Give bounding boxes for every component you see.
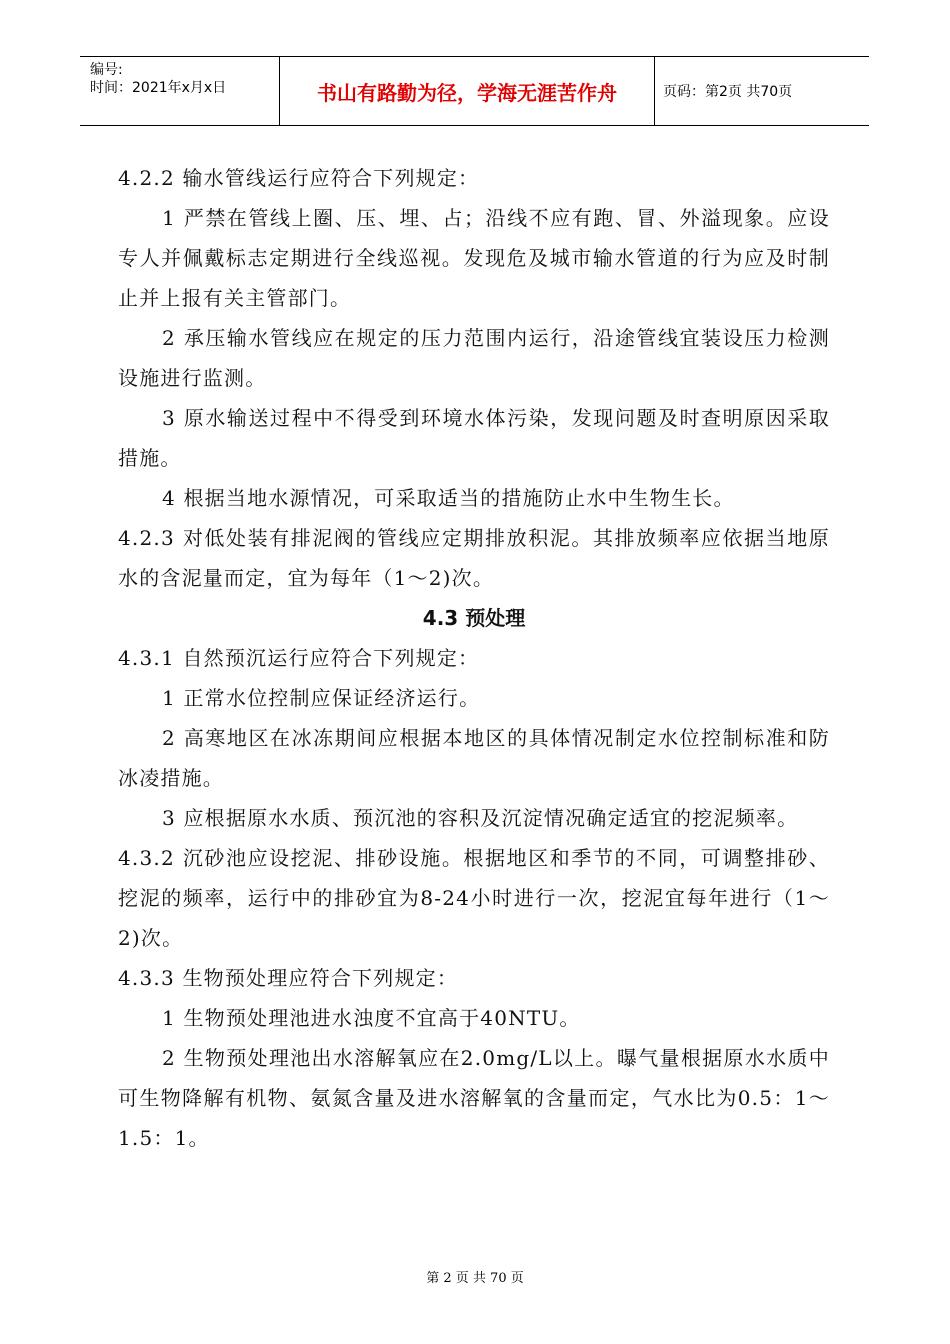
clause-item: 1 正常水位控制应保证经济运行。 (162, 686, 481, 710)
clause-item: 3 应根据原水水质、预沉池的容积及沉淀情况确定适宜的挖泥频率。 (162, 806, 799, 830)
clause-item: 1 生物预处理池进水浊度不宜高于40NTU。 (162, 1006, 581, 1030)
clause-4-2-3: 4.2.3 对低处装有排泥阀的管线应定期排放积泥。其排放频率应依据当地原水的含泥量而定，宜为每年（1～2)次。 (118, 526, 830, 590)
clause-item: 2 承压输水管线应在规定的压力范围内运行，沿途管线宜装设压力检测设施进行监测。 (118, 326, 830, 390)
clause-4-2-2: 4.2.2 输水管线运行应符合下列规定： (118, 166, 480, 190)
clause-item: 4 根据当地水源情况，可采取适当的措施防止水中生物生长。 (162, 486, 735, 510)
clause-item: 2 高寒地区在冰冻期间应根据本地区的具体情况制定水位控制标准和防冰凌措施。 (118, 726, 830, 790)
page-footer: 第 2 页 共 70 页 (426, 1271, 524, 1286)
document-number-label: 编号: (90, 62, 123, 78)
clause-4-3-2: 4.3.2 沉砂池应设挖泥、排砂设施。根据地区和季节的不同，可调整排砂、挖泥的频率，运行中的排砂宜为8-24小时进行一次，挖泥宜每年进行（1～2)次。 (118, 846, 830, 950)
clause-4-3-3: 4.3.3 生物预处理应符合下列规定： (118, 966, 459, 990)
page-header (80, 56, 869, 126)
header-meta (80, 57, 280, 125)
clause-item: 3 原水输送过程中不得受到环境水体污染，发现问题及时查明原因采取措施。 (118, 406, 830, 470)
clause-4-3-1: 4.3.1 自然预沉运行应符合下列规定： (118, 646, 480, 670)
document-body (118, 158, 830, 1158)
document-time: 时间：2021年x月x日 (90, 80, 227, 96)
clause-item: 2 生物预处理池出水溶解氧应在2.0mg/L以上。曝气量根据原水水质中可生物降解有机物、氨氮含量及进水溶解氧的含量而定，气水比为0.5：1～1.5：1。 (118, 1046, 830, 1150)
header-motto: 书山有路勤为径，学海无涯苦作舟 (280, 57, 655, 125)
clause-item: 1 严禁在管线上圈、压、埋、占；沿线不应有跑、冒、外溢现象。应设专人并佩戴标志定期进行全线巡视。发现危及城市输水管道的行为应及时制止并上报有关主管部门。 (118, 206, 830, 310)
header-page-info: 页码：第2页 共70页 (663, 84, 793, 100)
section-heading: 4.3 预处理 (422, 606, 526, 630)
